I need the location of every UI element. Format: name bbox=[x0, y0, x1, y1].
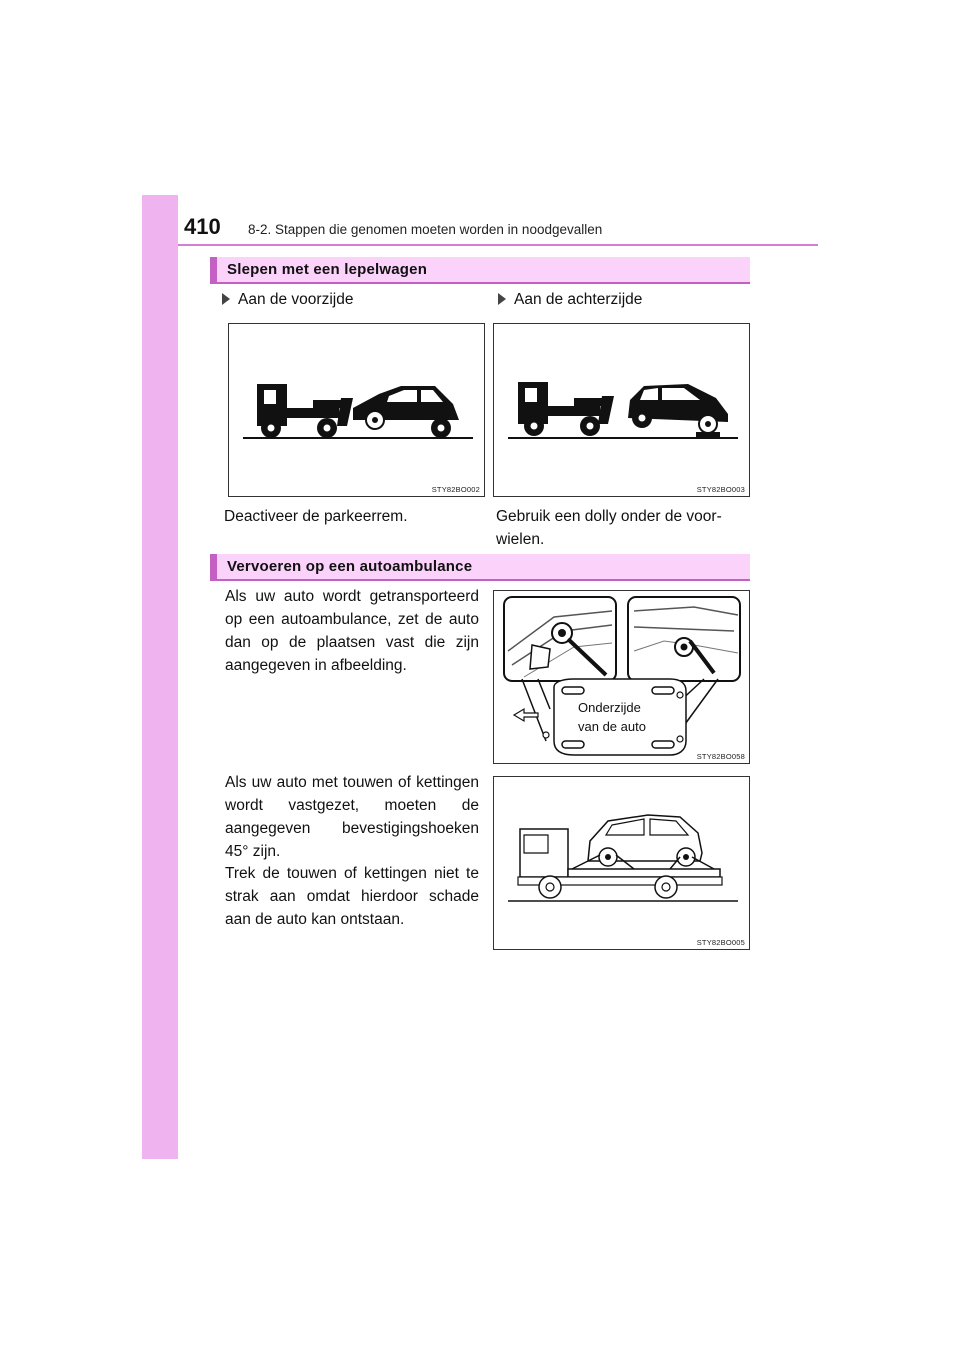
tow-truck-front-illustration bbox=[229, 324, 485, 497]
section-heading-towing bbox=[210, 257, 750, 284]
figure-tie-down-points bbox=[493, 590, 750, 764]
subsection-rear bbox=[498, 291, 642, 309]
figure-code: STY82BO005 bbox=[696, 938, 745, 947]
subsection-front-label: Aan de voorzijde bbox=[238, 291, 354, 308]
caption-rear-line2: wielen. bbox=[496, 531, 545, 548]
figure-rear-tow bbox=[493, 323, 750, 497]
section-title: Vervoeren op een autoambulance bbox=[227, 558, 473, 575]
triangle-bullet-icon bbox=[222, 293, 230, 305]
triangle-bullet-icon bbox=[498, 293, 506, 305]
page-number: 410 bbox=[184, 214, 221, 239]
tow-truck-rear-illustration bbox=[494, 324, 750, 497]
subsection-front bbox=[222, 291, 353, 309]
figure-code: STY82BO003 bbox=[696, 485, 745, 494]
paragraph-tie-down-angle: Als uw auto met touwen of kettingen wordt vastgezet, moeten de aangegeven bevestigingshoeken 45° zijn. bbox=[225, 774, 479, 860]
underside-label-line1: Onderzijde bbox=[578, 700, 641, 715]
section-heading-transport bbox=[210, 554, 750, 581]
chapter-title: 8-2. Stappen die genomen moeten worden in noodgevallen bbox=[248, 222, 603, 237]
chapter-sidebar-tab bbox=[142, 195, 178, 1159]
caption-rear-line1: Gebruik een dolly onder de voor- bbox=[496, 508, 722, 525]
underside-label-line2: van de auto bbox=[578, 719, 646, 734]
figure-car-carrier bbox=[493, 776, 750, 950]
section-title: Slepen met een lepelwagen bbox=[227, 261, 428, 278]
figure-front-tow bbox=[228, 323, 485, 497]
subsection-rear-label: Aan de achterzijde bbox=[514, 291, 643, 308]
paragraph-transport-intro: Als uw auto wordt getransporteerd op een autoambulance, zet de auto dan op de plaatsen vast die zijn aangegeven in afbeelding. bbox=[225, 588, 479, 674]
caption-front: Deactiveer de parkeerrem. bbox=[224, 508, 408, 525]
header-divider bbox=[178, 244, 818, 246]
paragraph-tension-warning: Trek de touwen of kettingen niet te strak aan omdat hierdoor schade aan de auto kan ontstaan. bbox=[225, 865, 479, 928]
car-carrier-illustration bbox=[494, 777, 750, 950]
figure-code: STY82BO058 bbox=[696, 752, 745, 761]
tie-down-points-illustration bbox=[494, 591, 750, 764]
figure-code: STY82BO002 bbox=[431, 485, 480, 494]
